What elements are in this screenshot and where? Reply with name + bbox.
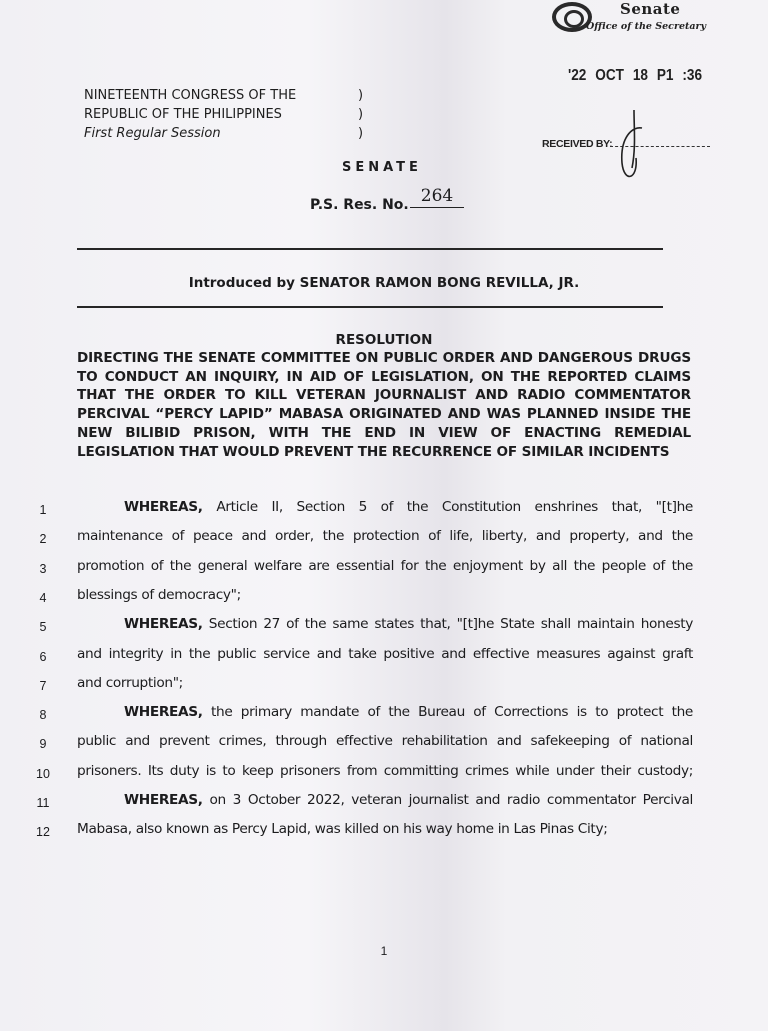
line-content: prisoners. Its duty is to keep prisoners from committing crimes while under their custody; [77,762,693,779]
line-number: 9 [39,737,47,752]
line-text [77,558,693,574]
stamp-subtitle: Office of the Secretary [586,21,707,32]
line-content: Section 27 of the same states that, "[t]he State shall maintain honesty [202,616,693,633]
whereas-keyword: WHEREAS, [124,704,203,721]
line-content: blessings of democracy"; [77,586,241,603]
whereas-keyword: WHEREAS, [124,499,203,515]
line-number: 7 [39,678,47,693]
line-content: maintenance of peace and order, the protection of life, liberty, and property, and the [77,528,693,545]
paren: ) [358,88,364,103]
line-text [124,616,693,632]
line-content: and corruption"; [77,674,183,691]
line-number: 2 [39,532,47,547]
line-content: the primary mandate of the Bureau of Corrections is to protect the [202,704,693,721]
body-line [0,790,768,819]
divider-bottom [77,306,663,308]
line-text [77,763,693,779]
line-text [124,792,693,808]
line-text [124,704,693,720]
line-number: 10 [36,766,50,781]
line-content: and integrity in the public service and take positive and effective measures against graft [77,645,693,662]
paren: ) [358,107,364,122]
paren-column [358,86,363,143]
divider-top [77,248,663,250]
line-number: 8 [39,708,47,723]
congress-line-2: REPUBLIC OF THE PHILIPPINES [84,107,282,122]
session-label: First Regular Session [84,126,221,141]
whereas-keyword: WHEREAS, [124,616,203,633]
signature-icon [612,108,652,188]
line-content: on 3 October 2022, veteran journalist and radio commentator Percival [202,792,693,808]
line-number: 11 [36,796,50,810]
line-text [77,821,693,837]
body-line [0,731,768,760]
line-text [77,675,693,691]
line-number: 1 [39,503,47,517]
line-text [77,733,693,749]
resolution-number: 264 [410,186,464,208]
stamp-date: '22 OCT 18 P1 :36 [568,67,703,84]
body-line [0,761,768,790]
page-number: 1 [380,944,388,958]
resolution-number-label: P.S. Res. No. [310,197,409,213]
body-line [0,702,768,731]
whereas-keyword: WHEREAS, [124,792,203,808]
body-line [0,614,768,643]
line-number: 5 [39,620,47,635]
body-line [0,497,768,526]
line-text [77,646,693,662]
resolution-title: DIRECTING THE SENATE COMMITTEE ON PUBLIC ORDER AND DANGEROUS DRUGS TO CONDUCT AN INQUIRY, IN AID OF LEGISLATION, ON THE REPORTED CLAIMS THAT THE ORDER TO KILL VETERAN JOURNALIST AND RADIO COMMENTATOR PERCIVAL “PERCY LAPID” MABASA ORIGINATED AND WAS PLANNED INSIDE THE NEW BILIBID PRISON, WITH THE END IN VIEW OF ENACTING REMEDIAL LEGISLATION THAT WOULD PREVENT THE RECURRENCE OF SIMILAR INCIDENTS [77,350,691,460]
chamber-title: SENATE [342,160,422,175]
congress-line-1: NINETEENTH CONGRESS OF THE [84,88,297,103]
paren: ) [358,126,364,141]
body-line [0,556,768,585]
line-number: 12 [36,825,50,840]
line-text [77,587,693,603]
body-line [0,819,768,848]
received-by-label: RECEIVED BY: [542,138,613,150]
line-number: 3 [39,561,47,576]
congress-block [84,86,296,143]
line-content: Article II, Section 5 of the Constitution enshrines that, "[t]he [202,499,693,515]
stamp-title: Senate [620,0,681,18]
body-line [0,673,768,702]
line-number: 4 [39,590,47,605]
line-number: 6 [39,649,47,664]
resolution-heading: RESOLUTION [335,332,433,348]
line-text [77,528,693,544]
body-line [0,644,768,673]
body-line [0,526,768,555]
line-text [124,499,693,515]
introduced-by: Introduced by SENATOR RAMON BONG REVILLA, JR. [188,275,580,291]
body-line [0,585,768,614]
line-content: Mabasa, also known as Percy Lapid, was killed on his way home in Las Pinas City; [77,821,608,838]
line-content: public and prevent crimes, through effective rehabilitation and safekeeping of national [77,733,693,750]
line-content: promotion of the general welfare are essential for the enjoyment by all the people of the [77,557,693,574]
